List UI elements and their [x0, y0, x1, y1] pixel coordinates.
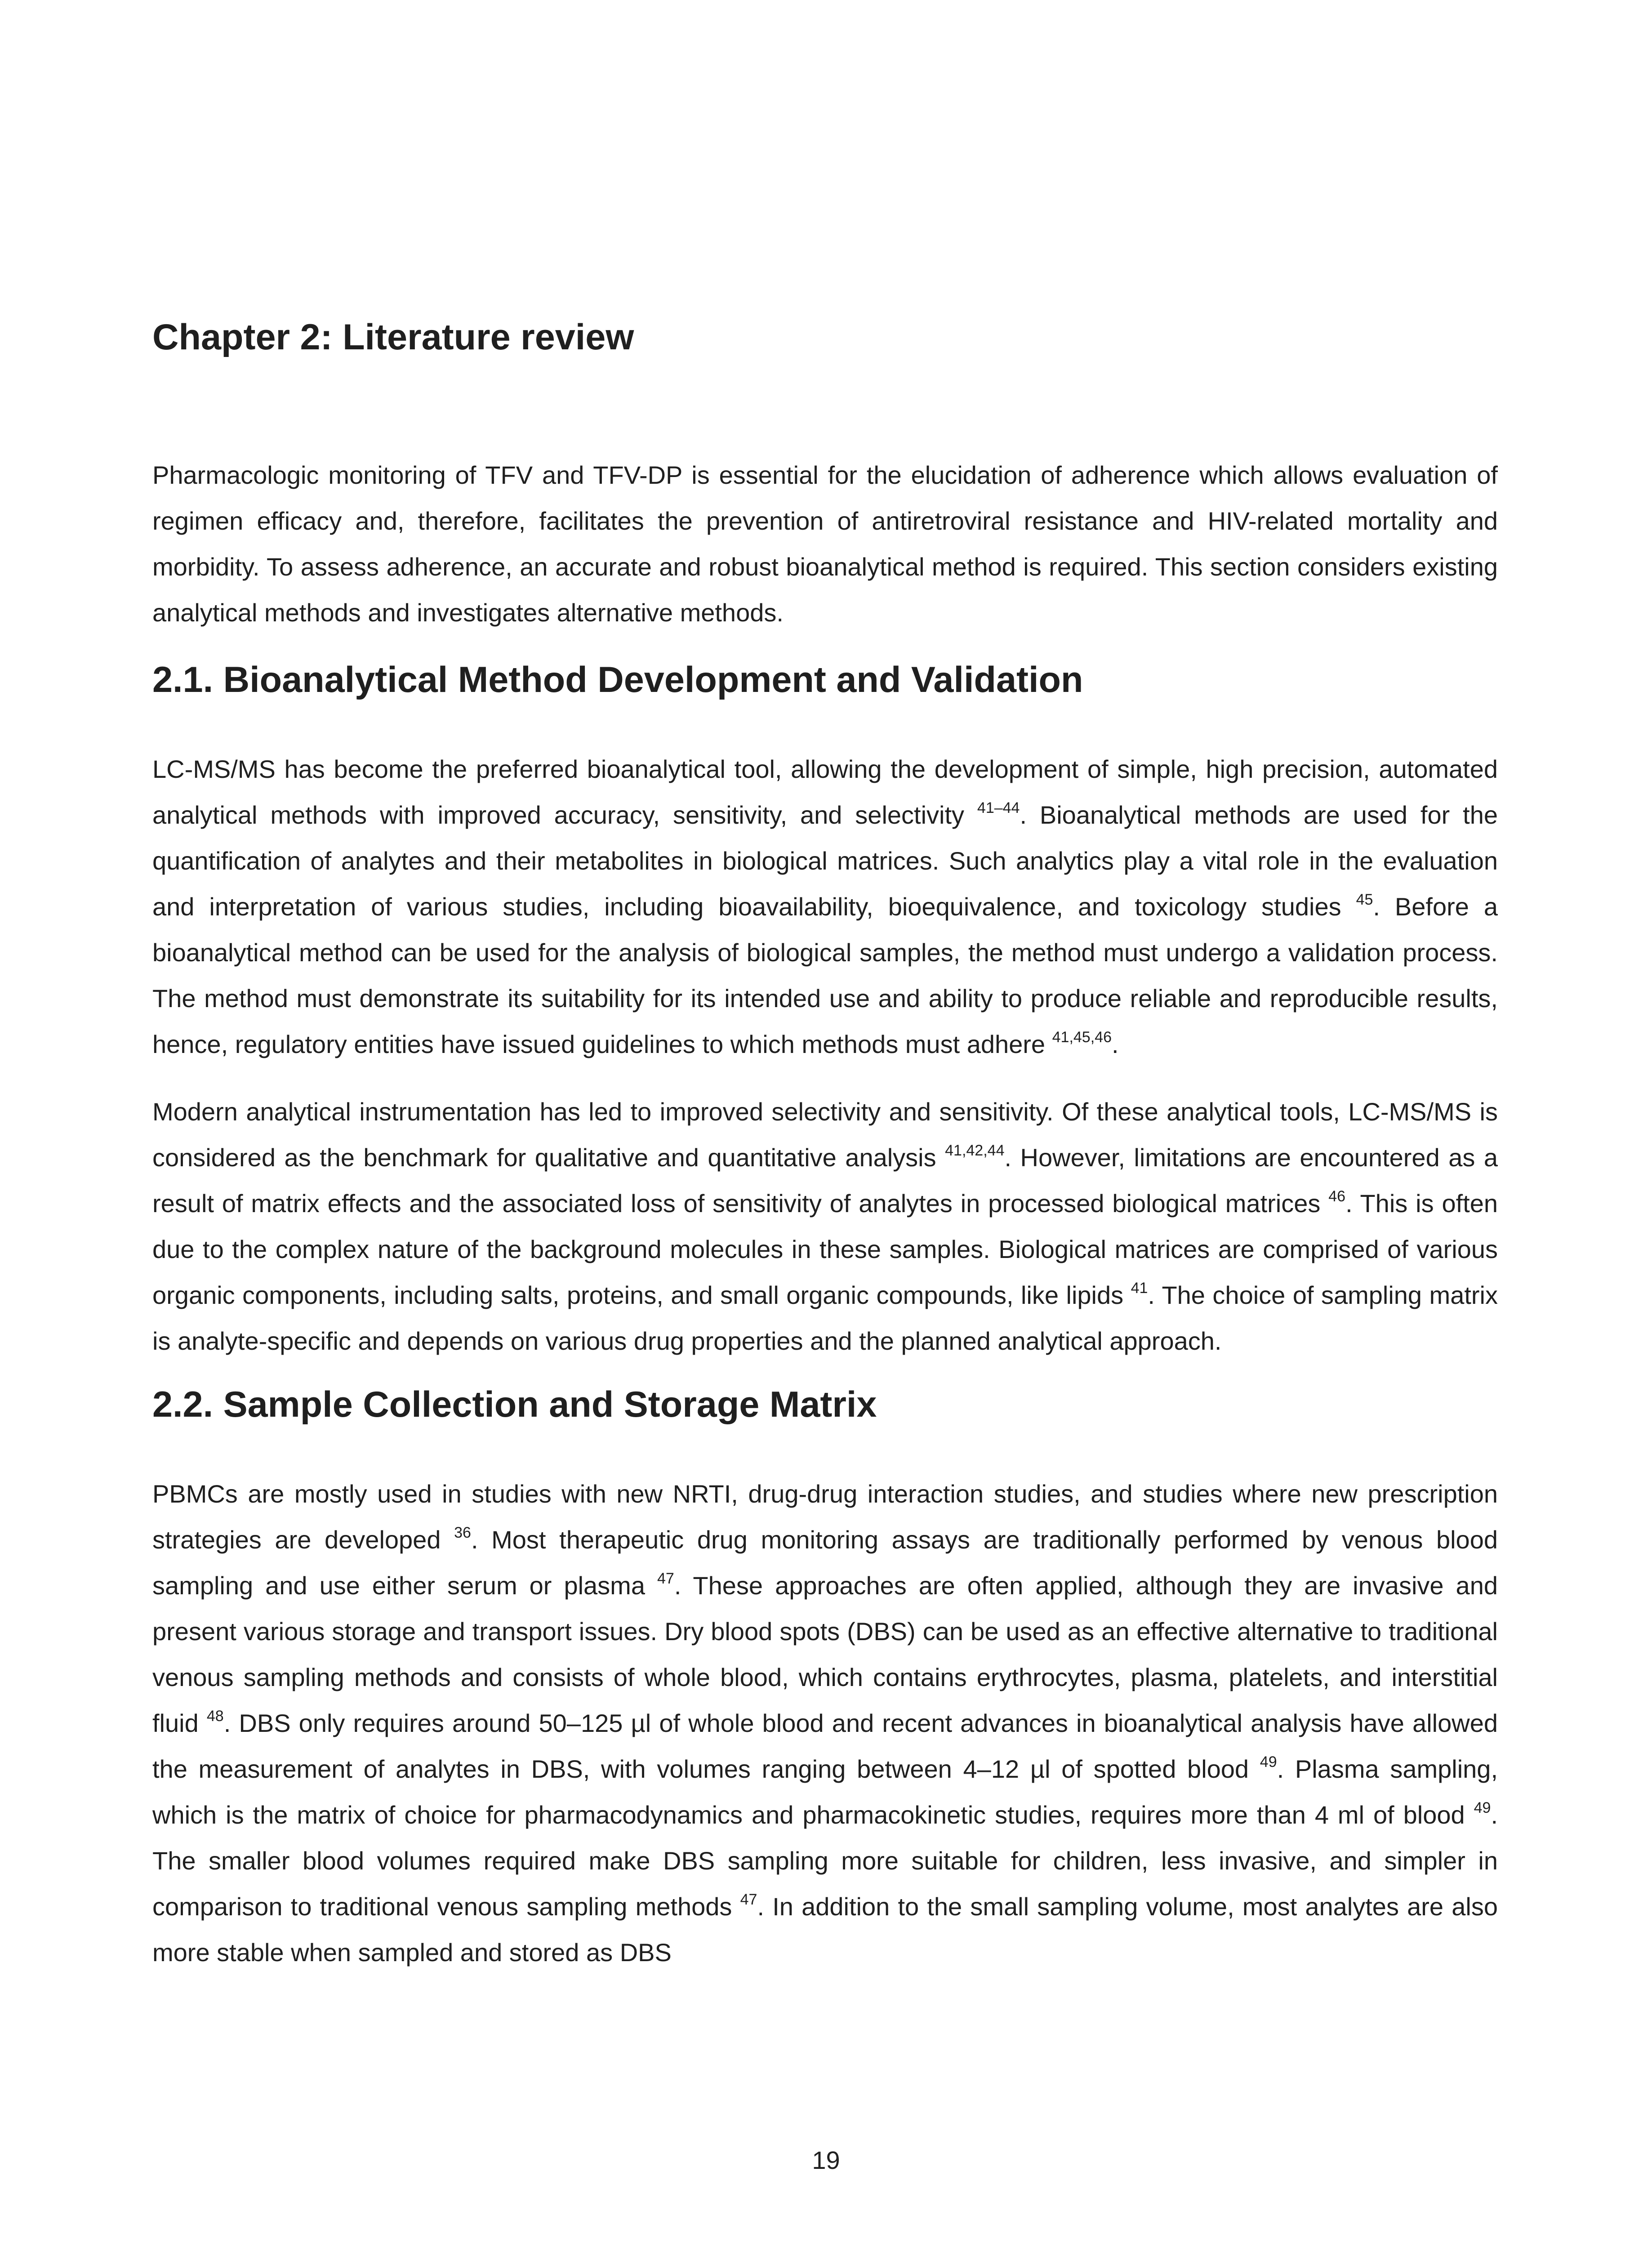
section-2-1-heading: 2.1. Bioanalytical Method Development and Validation — [152, 660, 1083, 700]
section-2-2-paragraph-1 — [152, 1471, 1498, 1976]
citation-ref: 47 — [740, 1891, 757, 1908]
text-run: . Bioanalytical methods are used for the quantification of analytes and their metabolites in biological matrices. Such analytics play a vital role in the evaluation and interpretation of various studies, including bioavailability, bioequivalence, and toxicology studies — [152, 801, 1498, 921]
text-run: Modern analytical instrumentation has led to improved selectivity and sensitivity. Of these analytical tools, LC-MS/MS is considered as the benchmark for qualitative and quantitative analysis — [152, 1097, 1498, 1172]
text-run: . Most therapeutic drug monitoring assays are traditionally performed by venous blood sampling and use either serum or plasma — [152, 1525, 1498, 1600]
citation-ref: 36 — [454, 1524, 471, 1541]
citation-ref: 41,42,44 — [945, 1142, 1005, 1159]
page-number: 19 — [812, 2146, 840, 2174]
text-run: . The smaller blood volumes required make DBS sampling more suitable for children, less invasive, and simpler in comparison to traditional venous sampling methods — [152, 1801, 1498, 1921]
text-run: . However, limitations are encountered as a result of matrix effects and the associated loss of sensitivity of analytes in processed biological matrices — [152, 1143, 1498, 1218]
text-run: . — [1111, 1030, 1119, 1058]
section-2-1-paragraph-1 — [152, 746, 1498, 1067]
text-run: . In addition to the small sampling volume, most analytes are also more stable when sampled and stored as DBS — [152, 1892, 1498, 1967]
text-run: PBMCs are mostly used in studies with new NRTI, drug-drug interaction studies, and studies where new prescription strategies are developed — [152, 1480, 1498, 1554]
page-content — [152, 315, 1498, 1976]
citation-ref: 49 — [1474, 1799, 1491, 1816]
text-run: . Plasma sampling, which is the matrix of choice for pharmacodynamics and pharmacokinetic studies, requires more than 4 ml of blood — [152, 1755, 1498, 1829]
text-run: LC-MS/MS has become the preferred bioanalytical tool, allowing the development of simple, high precision, automated analytical methods with improved accuracy, sensitivity, and selectivity — [152, 755, 1498, 829]
text-run: . DBS only requires around 50–125 µl of whole blood and recent advances in bioanalytical analysis have allowed the measurement of analytes in DBS, with volumes ranging between 4–12 µl of spotted blood — [152, 1709, 1498, 1783]
text-run: . Before a bioanalytical method can be used for the analysis of biological samples, the method must undergo a validation process. The method must demonstrate its suitability for its intended use and ability to produce reliable and reproducible results, hence, regulatory entities have issued guidelines to which methods must adhere — [152, 892, 1498, 1058]
text-run: . These approaches are often applied, although they are invasive and present various storage and transport issues. Dry blood spots (DBS) can be used as an effective alternative to traditional venous sampling methods and consists of whole blood, which contains erythrocytes, plasma, platelets, and interstitial fluid — [152, 1571, 1498, 1737]
citation-ref: 49 — [1260, 1753, 1277, 1771]
text-run: . The choice of sampling matrix is analyte-specific and depends on various drug properties and the planned analytical approach. — [152, 1281, 1498, 1355]
citation-ref: 41,45,46 — [1052, 1029, 1112, 1046]
chapter-title: Chapter 2: Literature review — [152, 317, 634, 357]
citation-ref: 41 — [1131, 1280, 1148, 1297]
citation-ref: 46 — [1328, 1188, 1346, 1205]
section-2-2-heading: 2.2. Sample Collection and Storage Matrix — [152, 1384, 877, 1425]
citation-ref: 47 — [657, 1570, 674, 1587]
citation-ref: 48 — [206, 1708, 224, 1725]
citation-ref: 41–44 — [977, 799, 1020, 816]
section-2-1-paragraph-2 — [152, 1089, 1498, 1364]
citation-ref: 45 — [1356, 891, 1373, 908]
intro-paragraph: Pharmacologic monitoring of TFV and TFV-DP is essential for the elucidation of adherence which allows evaluation of regimen efficacy and, therefore, facilitates the prevention of antiretroviral resistance and HIV-related mortality and morbidity. To assess adherence, an accurate and robust bioanalytical method is required. This section considers existing analytical methods and investigates alternative methods. — [152, 461, 1498, 627]
text-run: . This is often due to the complex nature of the background molecules in these samples. Biological matrices are comprised of various organic components, including salts, proteins, and small organic compounds, like lipids — [152, 1189, 1498, 1309]
